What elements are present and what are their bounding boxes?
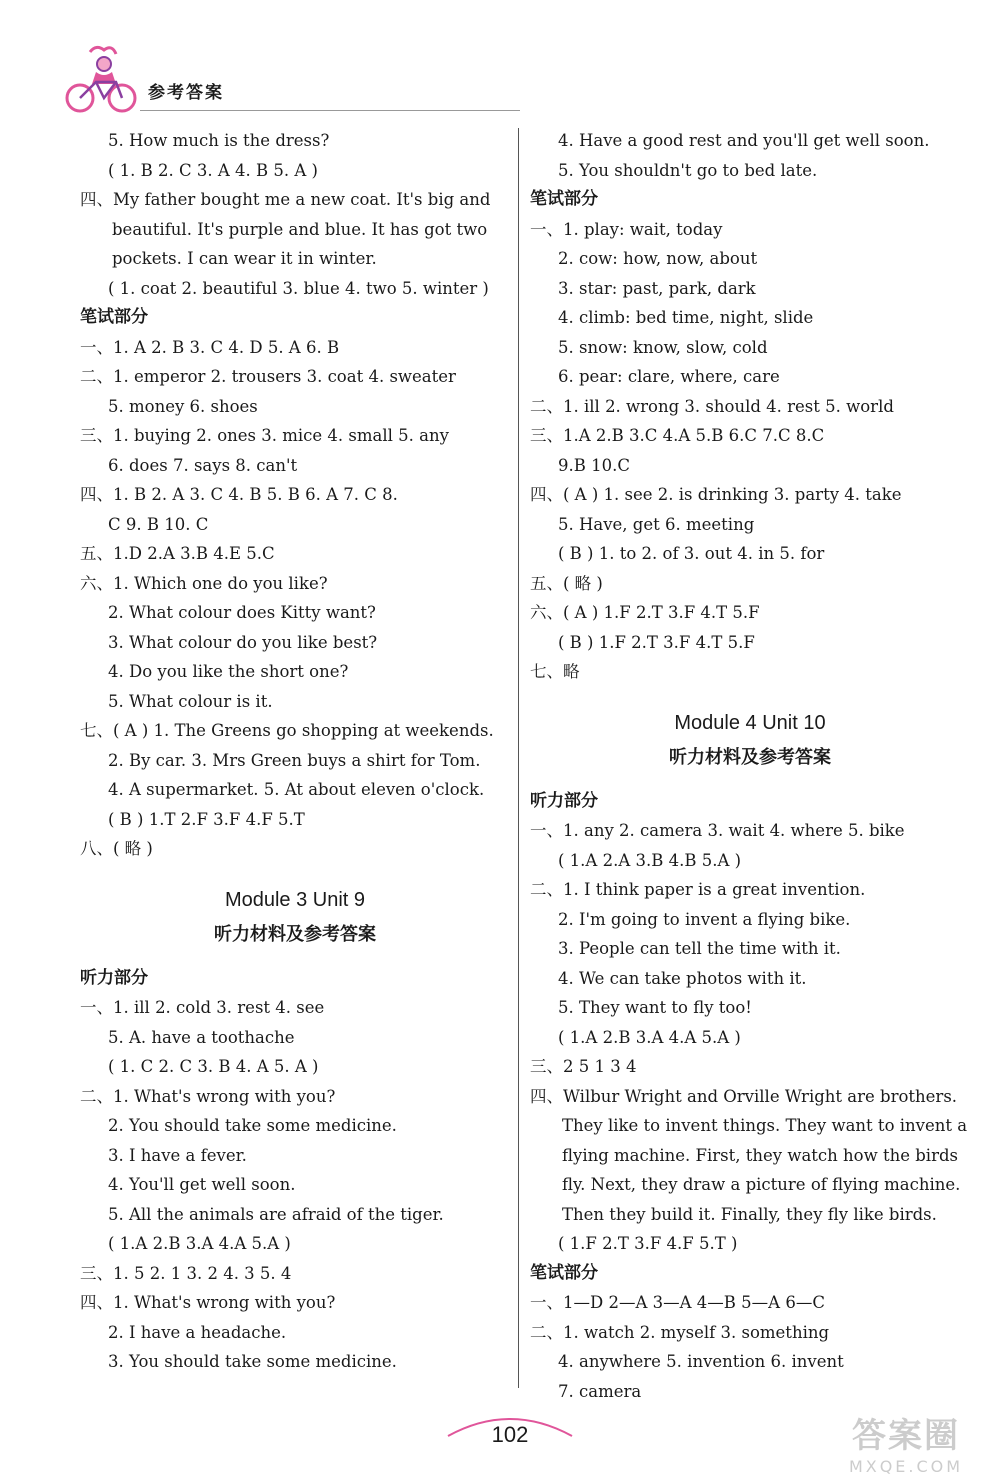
answer-line: 一、1. ill 2. cold 3. rest 4. see (80, 998, 325, 1017)
answer-line: 四、My father bought me a new coat. It's big and (80, 190, 491, 209)
answer-line: fly. Next, they draw a picture of flying machine. (562, 1175, 961, 1194)
answer-line: ( 1.A 2.B 3.A 4.A 5.A ) (558, 1027, 741, 1047)
answer-line: 五、1.D 2.A 3.B 4.E 5.C (80, 544, 275, 563)
answer-line: ( 1.F 2.T 3.F 4.F 5.T ) (558, 1234, 738, 1253)
module-title: Module 4 Unit 10 (674, 711, 826, 734)
answer-line: 5. You shouldn't go to bed late. (558, 160, 818, 180)
column-divider (518, 128, 519, 1388)
answer-line: C 9. B 10. C (108, 514, 209, 534)
page-header (60, 38, 520, 118)
answer-line: 三、1.A 2.B 3.C 4.A 5.B 6.C 7.C 8.C (530, 426, 825, 445)
answer-line: 3. What colour do you like best? (108, 632, 378, 652)
answer-line: 5. They want to fly too! (558, 998, 752, 1017)
answer-line: 五、( 略 ) (530, 573, 603, 593)
answer-line: 八、( 略 ) (80, 839, 153, 858)
answer-line: 4. You'll get well soon. (108, 1175, 296, 1194)
answer-line: ( 1.A 2.B 3.A 4.A 5.A ) (108, 1234, 291, 1253)
answer-line: pockets. I can wear it in winter. (112, 249, 377, 268)
answer-line: ( 1. coat 2. beautiful 3. blue 4. two 5. winter ) (108, 278, 489, 298)
left-column (80, 126, 510, 1377)
answer-line: 三、1. 5 2. 1 3. 2 4. 3 5. 4 (80, 1263, 292, 1283)
answer-line: 6. pear: clare, where, care (558, 367, 780, 386)
answer-line: 二、1. emperor 2. trousers 3. coat 4. sweater (80, 367, 456, 386)
answer-line: 5. What colour is it. (108, 691, 273, 711)
module-subtitle: 听力材料及参考答案 (214, 923, 376, 945)
answer-line: ( 1.A 2.A 3.B 4.B 5.A ) (558, 850, 742, 870)
answer-line: 4. anywhere 5. invention 6. invent (558, 1352, 844, 1371)
answer-line: 七、略 (530, 662, 580, 681)
answer-line: beautiful. It's purple and blue. It has got two (112, 219, 488, 239)
answer-line: 四、1. What's wrong with you? (80, 1293, 336, 1312)
answer-line: Then they build it. Finally, they fly like birds. (562, 1204, 937, 1224)
answer-line: 二、1. ill 2. wrong 3. should 4. rest 5. world (530, 396, 894, 416)
answer-line: flying machine. First, they watch how the birds (562, 1145, 958, 1165)
answer-line: 2. cow: how, now, about (558, 249, 758, 268)
answer-line: 2. What colour does Kitty want? (108, 603, 376, 622)
answer-line: 一、1. play: wait, today (530, 219, 723, 239)
answer-line: 三、1. buying 2. ones 3. mice 4. small 5. any (80, 426, 449, 445)
bicycle-logo-icon (60, 38, 140, 118)
answer-line: 2. By car. 3. Mrs Green buys a shirt for Tom. (108, 750, 481, 770)
answer-line: 3. I have a fever. (108, 1145, 247, 1165)
answer-line: 3. You should take some medicine. (108, 1352, 397, 1371)
answer-line: 4. Have a good rest and you'll get well soon. (558, 131, 930, 150)
answer-line: 4. Do you like the short one? (108, 662, 349, 681)
section-heading: 笔试部分 (530, 1262, 598, 1283)
answer-line: 9.B 10.C (558, 455, 630, 475)
module-subtitle: 听力材料及参考答案 (669, 746, 831, 768)
answer-line: 7. camera (558, 1381, 642, 1401)
answer-line: 2. I'm going to invent a flying bike. (558, 909, 851, 929)
answer-line: ( B ) 1. to 2. of 3. out 4. in 5. for (558, 544, 825, 563)
watermark-domain: MXQE.COM (848, 1457, 964, 1476)
answer-line: 六、1. Which one do you like? (80, 573, 328, 593)
answer-line: 四、Wilbur Wright and Orville Wright are brothers. (530, 1086, 958, 1106)
answer-line: 3. People can tell the time with it. (558, 939, 841, 958)
section-heading: 听力部分 (80, 967, 148, 988)
answer-line: 2. I have a headache. (108, 1322, 287, 1342)
section-heading: 笔试部分 (530, 189, 598, 209)
answer-line: 4. climb: bed time, night, slide (558, 308, 814, 327)
answer-line: ( B ) 1.F 2.T 3.F 4.T 5.F (558, 632, 755, 652)
answer-line: 一、1—D 2—A 3—A 4—B 5—A 6—C (530, 1293, 825, 1312)
page-header-title: 参考答案 (148, 83, 224, 103)
answer-line: 5. snow: know, slow, cold (558, 337, 768, 357)
watermark-logo-text: 答案圈 (852, 1416, 960, 1456)
page-number: 102 (491, 1422, 529, 1447)
answer-line: 4. A supermarket. 5. At about eleven o'clock. (108, 780, 485, 799)
answer-line: 七、( A ) 1. The Greens go shopping at weekends. (80, 721, 494, 740)
answer-line: 四、1. B 2. A 3. C 4. B 5. B 6. A 7. C 8. (80, 485, 398, 504)
answer-line: 六、( A ) 1.F 2.T 3.F 4.T 5.F (530, 603, 760, 622)
module-title: Module 3 Unit 9 (224, 888, 366, 911)
answer-line: 5. Have, get 6. meeting (558, 514, 755, 534)
answer-line: They like to invent things. They want to invent a (562, 1116, 968, 1135)
answer-line: 5. All the animals are afraid of the tiger. (108, 1204, 444, 1224)
answer-line: ( 1. B 2. C 3. A 4. B 5. A ) (108, 160, 318, 180)
header-rule (140, 110, 520, 111)
answer-line: 二、1. What's wrong with you? (80, 1086, 336, 1106)
answer-line: 二、1. I think paper is a great invention. (530, 880, 866, 899)
answer-line: ( 1. C 2. C 3. B 4. A 5. A ) (108, 1057, 319, 1076)
right-column (530, 126, 970, 1406)
answer-line: 一、1. A 2. B 3. C 4. D 5. A 6. B (80, 337, 340, 357)
answer-line: ( B ) 1.T 2.F 3.F 4.F 5.T (108, 809, 305, 829)
answer-line: 4. We can take photos with it. (558, 968, 807, 988)
answer-line: 四、( A ) 1. see 2. is drinking 3. party 4. take (530, 485, 902, 504)
answer-line: 5. How much is the dress? (108, 131, 330, 150)
answer-line: 3. star: past, park, dark (558, 278, 756, 298)
answer-line: 6. does 7. says 8. can't (108, 455, 298, 475)
answer-line: 一、1. any 2. camera 3. wait 4. where 5. bike (530, 821, 905, 840)
answer-line: 三、2 5 1 3 4 (530, 1057, 637, 1076)
answer-line: 2. You should take some medicine. (108, 1116, 397, 1135)
section-heading: 笔试部分 (80, 307, 148, 327)
answer-line: 5. money 6. shoes (108, 396, 258, 416)
section-heading: 听力部分 (530, 790, 598, 811)
answer-line: 二、1. watch 2. myself 3. something (530, 1322, 830, 1342)
answer-line: 5. A. have a toothache (108, 1027, 295, 1047)
page-footer (440, 1408, 580, 1458)
watermark (826, 1408, 986, 1476)
